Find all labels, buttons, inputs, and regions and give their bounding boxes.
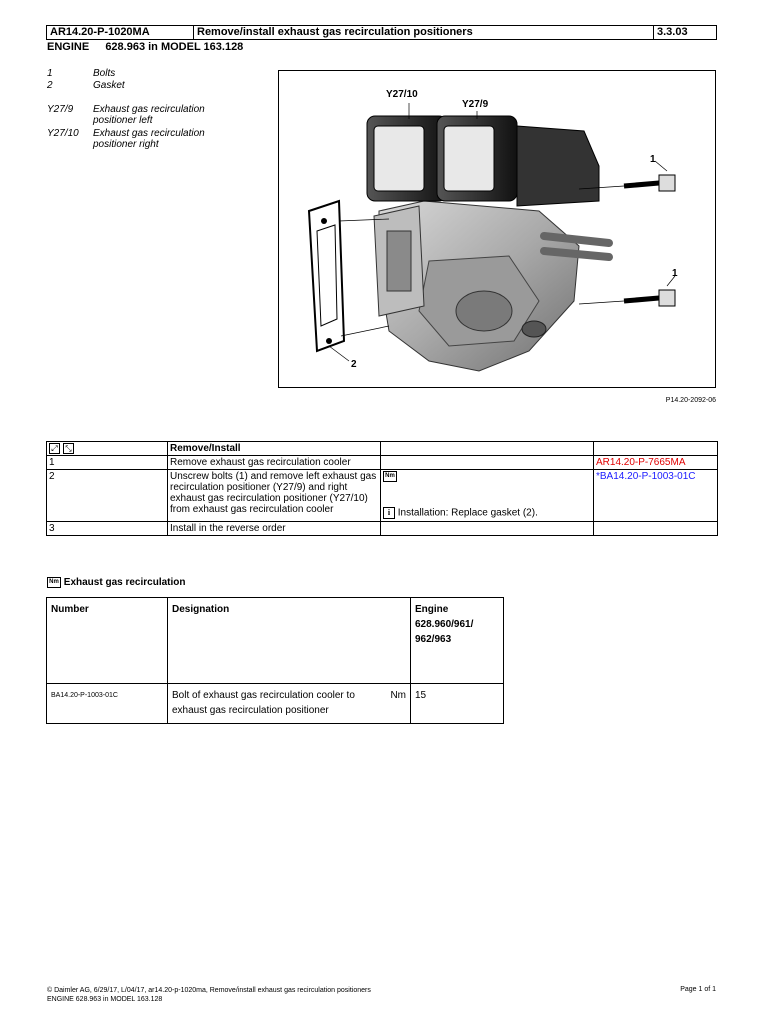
col-designation-header: Designation: [168, 598, 411, 684]
footer-line-2: ENGINE 628.963 in MODEL 163.128: [47, 996, 163, 1003]
figure-caption: P14.20-2092-06: [665, 397, 716, 404]
procedure-header-row: [47, 442, 718, 456]
torque-value: 15: [411, 684, 504, 724]
label-bolt-1-upper: 1: [650, 154, 656, 165]
icon-cell: [47, 442, 168, 456]
label-gasket-2: 2: [351, 359, 357, 370]
collapse-icon[interactable]: ⤡: [63, 443, 74, 454]
table-row: [47, 684, 504, 724]
reference-link[interactable]: AR14.20-P-7665MA: [596, 457, 686, 468]
legend-key: 1: [47, 68, 53, 79]
legend-key: Y27/10: [47, 128, 79, 139]
step-number: 3: [47, 522, 168, 536]
col-number-header: Number: [47, 598, 168, 684]
step-number: 2: [47, 470, 168, 522]
col-engine-header: Engine 628.960/961/ 962/963: [411, 598, 504, 684]
expand-icon[interactable]: ⤢: [49, 443, 60, 454]
torque-designation: Bolt of exhaust gas recirculation cooler to exhaust gas recirculation positioner: [172, 690, 355, 716]
torque-nm-icon: Nm: [47, 577, 61, 588]
bolt-lower: [579, 276, 675, 306]
torque-title-text: Exhaust gas recirculation: [63, 577, 186, 589]
torque-unit: Nm: [390, 690, 406, 701]
torque-reference-link[interactable]: *BA14.20-P-1003-01C: [596, 471, 696, 482]
engine-label: ENGINE: [47, 41, 90, 53]
torque-header-row: [47, 598, 504, 684]
exploded-view-figure: [278, 70, 716, 388]
torque-number: BA14.20-P-1003-01C: [47, 684, 168, 724]
footer-line-1: © Daimler AG, 6/29/17, L/04/17, ar14.20-p-1020ma, Remove/install exhaust gas recirculation positioners: [47, 987, 371, 994]
legend-text: Exhaust gas recirculation positioner left: [93, 104, 205, 126]
installation-note: Installation: Replace gasket (2).: [397, 507, 538, 519]
step-text: Remove exhaust gas recirculation cooler: [168, 456, 381, 470]
torque-section-title: [47, 577, 186, 588]
legend-text: Bolts: [93, 68, 116, 79]
step-number: 1: [47, 456, 168, 470]
engine-line: [47, 41, 243, 53]
info-icon: i: [383, 507, 395, 519]
procedure-header: Remove/Install: [168, 442, 381, 456]
torque-table: [46, 597, 504, 724]
legend-text: Gasket: [93, 80, 125, 91]
label-bolt-1-lower: 1: [672, 268, 678, 279]
table-row: [47, 470, 718, 522]
engine-value: 628.963 in MODEL 163.128: [105, 41, 244, 53]
procedure-table: [46, 441, 718, 536]
step-text: Install in the reverse order: [168, 522, 381, 536]
egr-positioner-illustration: [279, 71, 715, 387]
legend-text: Exhaust gas recirculation positioner right: [93, 128, 205, 150]
doc-title: Remove/install exhaust gas recirculation positioners: [193, 25, 654, 40]
footer: [47, 986, 371, 1004]
doc-id: AR14.20-P-1020MA: [46, 25, 194, 40]
label-y27-9: Y27/9: [462, 99, 489, 110]
legend-key: 2: [47, 80, 53, 91]
legend-key: Y27/9: [47, 104, 74, 115]
torque-nm-icon: Nm: [383, 471, 397, 482]
label-y27-10: Y27/10: [386, 89, 418, 100]
torque-designation-cell: [168, 684, 411, 724]
section-number: 3.3.03: [653, 25, 717, 40]
step-text: Unscrew bolts (1) and remove left exhaust gas recirculation positioner (Y27/9) and right exhaust gas recirculation positioner (Y27/10) from exhaust gas recirculation cooler: [168, 470, 381, 522]
page-number: Page 1 of 1: [680, 986, 716, 993]
table-row: [47, 522, 718, 536]
table-row: [47, 456, 718, 470]
